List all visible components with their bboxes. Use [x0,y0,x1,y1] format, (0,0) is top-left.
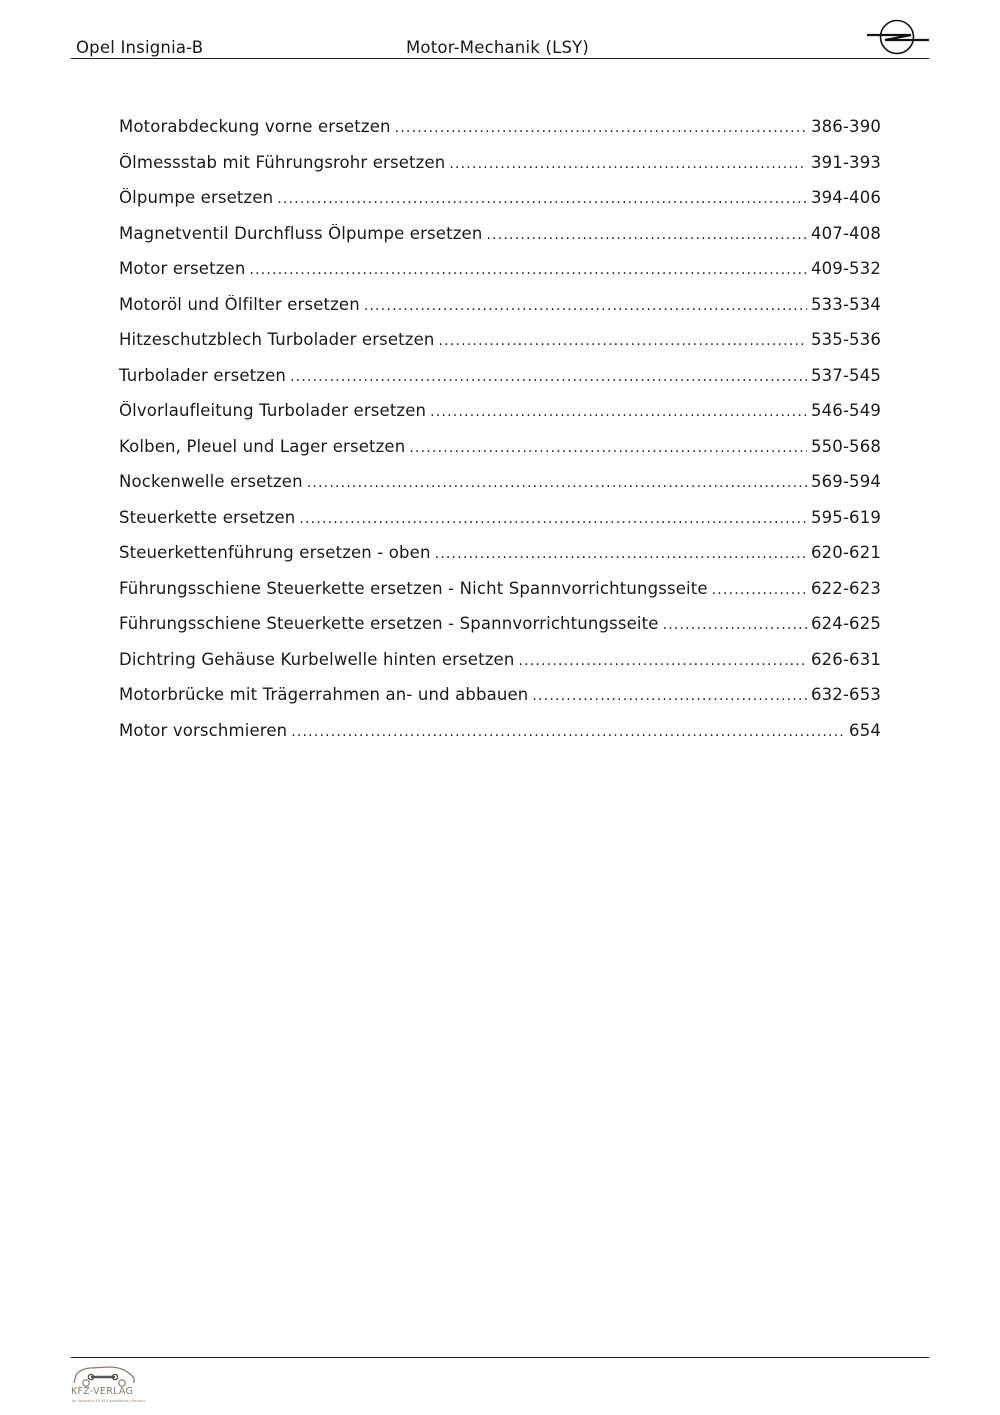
header-vehicle: Opel Insignia-B [76,38,204,57]
toc-entry [119,508,881,544]
toc-leader-dots [409,440,807,456]
toc-leader-dots [712,582,807,598]
toc-entry-pages: 550-568 [811,436,881,456]
toc-entry [119,117,881,153]
toc-entry [119,330,881,366]
toc-entry-pages: 626-631 [811,649,881,669]
toc-entry-pages: 622-623 [811,578,881,598]
toc-entry [119,437,881,473]
toc-entry [119,153,881,189]
toc-entry-title: Ölpumpe ersetzen [119,188,274,207]
toc-leader-dots [364,298,807,314]
toc-entry [119,472,881,508]
toc-entry-title: Kolben, Pleuel und Lager ersetzen [119,436,406,456]
car-wrench-icon [70,1361,140,1389]
toc-leader-dots [430,404,807,420]
opel-logo-icon [867,16,929,58]
toc-entry-title: Motoröl und Ölfilter ersetzen [119,294,360,314]
toc-entry [119,721,881,757]
toc-entry [119,401,881,437]
toc-entry-pages: 569-594 [811,472,881,491]
toc-entry-title: Führungsschiene Steuerkette ersetzen - Spannvorrichtungsseite [119,614,659,633]
toc-entry [119,366,881,402]
toc-leader-dots [307,475,807,491]
toc-entry-pages: 394-406 [811,188,881,207]
toc-entry [119,579,881,615]
toc-entry-title: Dichtring Gehäuse Kurbelwelle hinten ersetzen [119,649,515,669]
toc-entry [119,685,881,721]
toc-leader-dots [277,191,807,207]
toc-entry-pages: 537-545 [811,365,881,385]
toc-entry-title: Nockenwelle ersetzen [119,472,303,491]
toc-leader-dots [290,369,807,385]
toc-entry-title: Magnetventil Durchfluss Ölpumpe ersetzen [119,223,483,243]
toc-entry-title: Motorabdeckung vorne ersetzen [119,117,391,136]
toc-entry-title: Motor vorschmieren [119,720,288,740]
toc-entry-pages: 546-549 [811,401,881,420]
toc-entry [119,259,881,295]
toc-entry [119,188,881,224]
toc-entry-pages: 624-625 [811,614,881,633]
toc-entry [119,224,881,260]
toc-entry-title: Führungsschiene Steuerkette ersetzen - Nicht Spannvorrichtungsseite [119,578,708,598]
toc-leader-dots [291,724,845,740]
toc-leader-dots [532,688,807,704]
toc-entry-pages: 533-534 [811,294,881,314]
toc-entry-title: Turbolader ersetzen [119,365,287,385]
toc-entry-title: Steuerkettenführung ersetzen - oben [119,543,431,562]
toc-entry-pages: 386-390 [811,117,881,136]
toc-leader-dots [249,262,807,278]
toc-entry-pages: 654 [849,720,881,740]
toc-leader-dots [435,546,807,562]
toc-entry-pages: 407-408 [811,223,881,243]
toc-entry-pages: 595-619 [811,507,881,527]
toc-leader-dots [486,227,807,243]
table-of-contents [119,117,881,756]
toc-entry-pages: 409-532 [811,259,881,278]
toc-entry [119,295,881,331]
toc-entry [119,543,881,579]
footer-tagline: Ihr Spezialist für KFZ-spezifische Literatur [72,1399,146,1403]
toc-entry-title: Steuerkette ersetzen [119,507,296,527]
kfz-verlag-logo [70,1361,146,1409]
toc-entry-pages: 632-653 [811,685,881,704]
toc-leader-dots [663,617,807,633]
toc-entry-title: Hitzeschutzblech Turbolader ersetzen [119,330,435,349]
toc-entry-title: Ölvorlaufleitung Turbolader ersetzen [119,401,427,420]
header-section: Motor-Mechanik (LSY) [406,38,590,57]
toc-leader-dots [439,333,807,349]
toc-entry-title: Motorbrücke mit Trägerrahmen an- und abbauen [119,685,529,704]
toc-entry [119,650,881,686]
toc-entry-pages: 620-621 [811,543,881,562]
toc-leader-dots [518,653,807,669]
toc-leader-dots [395,120,807,136]
toc-entry [119,614,881,650]
toc-entry-title: Ölmessstab mit Führungsrohr ersetzen [119,152,446,172]
toc-entry-pages: 391-393 [811,152,881,172]
toc-leader-dots [449,156,807,172]
toc-entry-pages: 535-536 [811,330,881,349]
page-header [71,30,929,59]
footer-divider [71,1357,929,1358]
footer-brand: KFZ-VERLAG [71,1386,134,1397]
toc-leader-dots [299,511,807,527]
toc-entry-title: Motor ersetzen [119,259,246,278]
